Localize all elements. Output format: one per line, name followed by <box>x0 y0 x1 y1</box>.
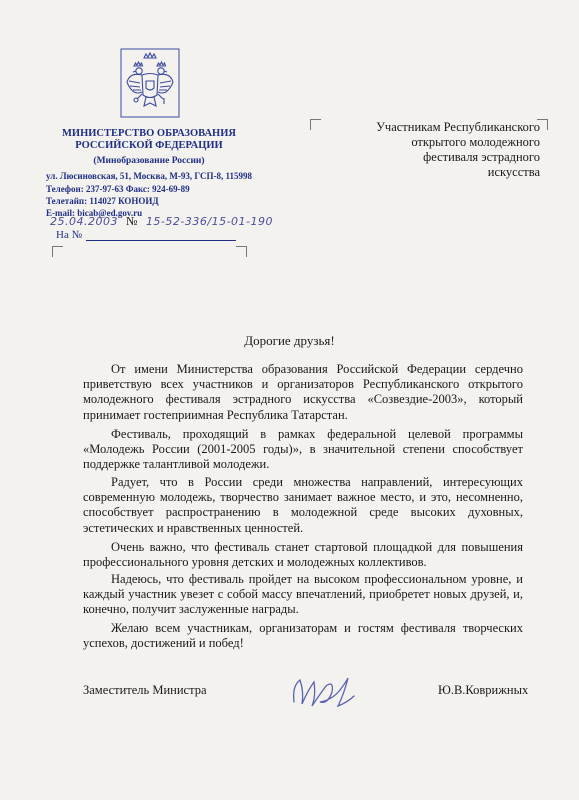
teletype: Телетайп: 114027 КОНОИД <box>46 196 159 206</box>
email: E-mail: bicab@ed.gov.ru <box>46 208 143 218</box>
recipient-block <box>330 120 540 180</box>
reply-to-line <box>56 229 246 241</box>
greeting: Дорогие друзья! <box>244 333 335 348</box>
recipient-line: искусства <box>487 165 540 179</box>
reply-to-rule <box>86 240 236 241</box>
reference-line <box>50 214 273 229</box>
ministry-title <box>40 128 258 152</box>
body-paragraph-6: Желаю всем участникам, организаторам и гостям фестиваля творческих успехов, достижений и побед! <box>83 621 523 651</box>
reply-to-label: На № <box>56 229 83 241</box>
reference-number: 15-52-336/15-01-190 <box>145 215 273 228</box>
corner-bracket <box>52 246 63 257</box>
body-paragraph-1: От имени Министерства образования Российской Федерации сердечно приветствую всех участников и организаторов Республиканского открытого молодежного фестиваля эстрадного искусства «Созвездие-2003», который принимает гостеприимная Республика Татарстан. <box>83 362 523 422</box>
recipient-line: Участникам Республиканского <box>376 120 540 134</box>
signatory-title: Заместитель Министра <box>83 683 207 697</box>
body-paragraph-3: Радует, что в России среди множества направлений, интересующих современную молодежь, творчество занимает важное место, и это, несомненно, способствует распространению в молодежной среде высоких духовных, эстетических и нравственных ценностей. <box>83 475 523 535</box>
double-headed-eagle-emblem-icon <box>120 48 180 118</box>
body-paragraph-2: Фестиваль, проходящий в рамках федеральной целевой программы «Молодежь России (2001-2005 годы)», в значительной степени способствует поддержке талантливой молодежи. <box>83 427 523 472</box>
signatory-name: Ю.В.Коврижных <box>438 683 529 697</box>
body-paragraph-4: Очень важно, что фестиваль станет стартовой площадкой для повышения профессионального уровня детских и молодежных коллективов. <box>83 540 523 570</box>
reference-number-sign: № <box>125 214 138 228</box>
address: ул. Люсиновская, 51, Москва, М-93, ГСП-8, 115998 <box>46 171 252 181</box>
recipient-line: фестиваля эстрадного <box>423 150 540 164</box>
ministry-title-line2: РОССИЙСКОЙ ФЕДЕРАЦИИ <box>75 140 223 151</box>
reference-date: 25.04.2003 <box>50 215 118 228</box>
body-paragraph-5: Надеюсь, что фестиваль пройдет на высоком профессиональном уровне, и каждый участник увезет с собой массу впечатлений, приобретет новых друзей, и, конечно, получит заслуженные награды. <box>83 572 523 617</box>
phone-fax: Телефон: 237-97-63 Факс: 924-69-89 <box>46 184 190 194</box>
ministry-title-line1: МИНИСТЕРСТВО ОБРАЗОВАНИЯ <box>62 128 236 139</box>
corner-bracket <box>236 246 247 257</box>
handwritten-signature-icon <box>288 672 358 712</box>
ministry-short-name: (Минобразование России) <box>93 156 205 166</box>
recipient-line: открытого молодежного <box>411 135 540 149</box>
corner-bracket <box>310 119 321 130</box>
